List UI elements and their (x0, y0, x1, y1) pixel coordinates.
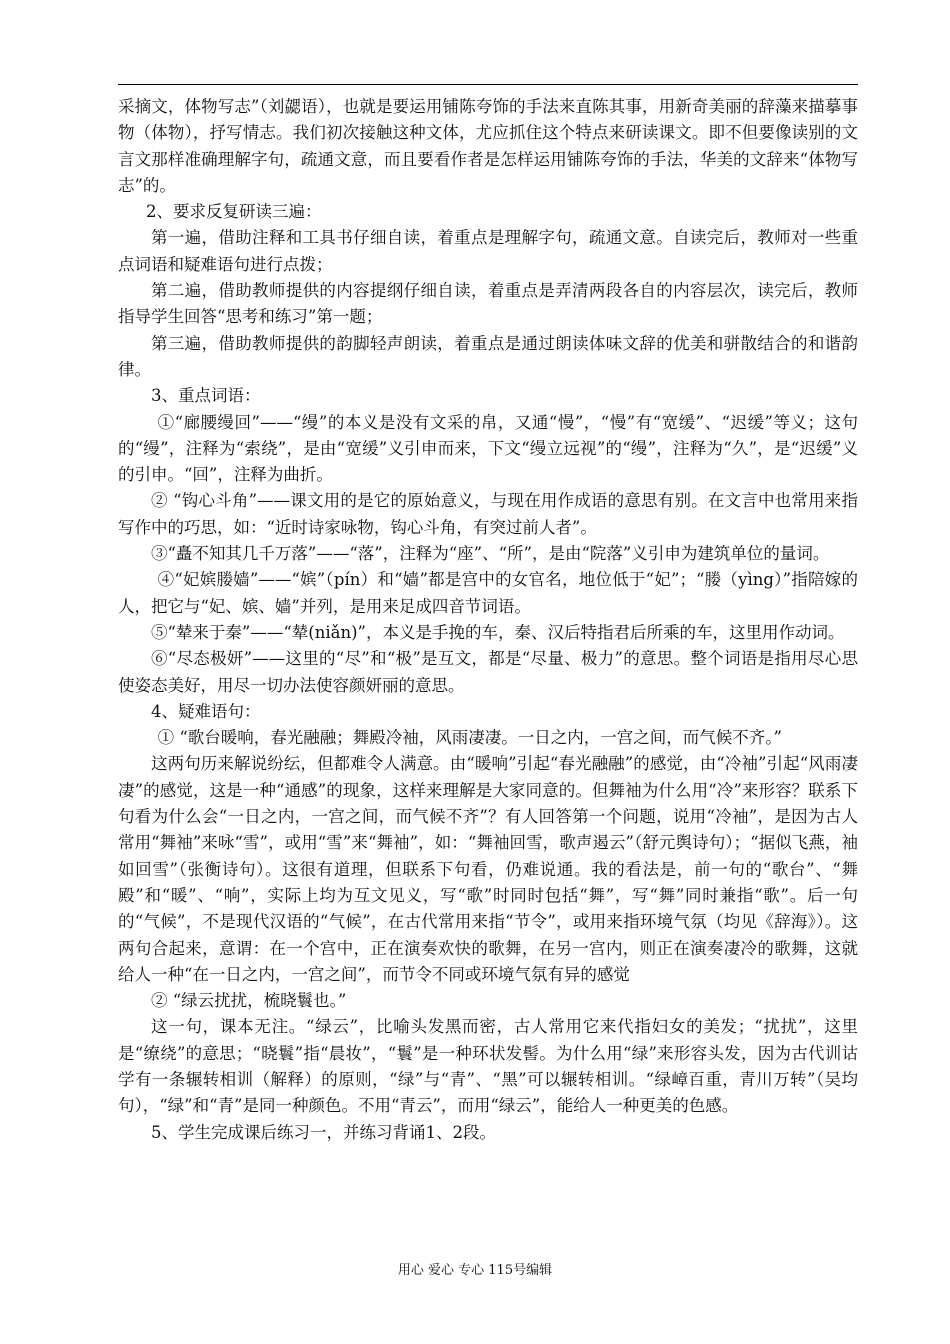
key-word-item-6: ⑥“尽态极妍”——这里的“尽”和“极”是互文，都是“尽量、极力”的意思。整个词语是指用尽心思使姿态美好，用尽一切办法使容颜妍丽的意思。 (118, 649, 858, 695)
paragraph-intro-continued: 采摘文，体物写志”（刘勰语），也就是要运用铺陈夸饰的手法来直陈其事，用新奇美丽的辞藻来描摹事物（体物），抒写情志。我们初次接触这种文体，尤应抓住这个特点来研读课文。即不但要像读别的文言文那样准确理解字句，疏通文意，而且要看作者是怎样运用铺陈夸饰的手法，华美的文辞来“体物写志”的。 (118, 97, 858, 195)
difficult-sentence-2: ② “绿云扰扰，梳晓鬟也。” (151, 991, 347, 1011)
header-rule (118, 84, 858, 85)
page-footer: 用心 爱心 专心 115号编辑 (397, 1263, 553, 1278)
paragraph-first-reading: 第一遍，借助注释和工具书仔细自读，着重点是理解字句，疏通文意。自读完后，教师对一些重点词语和疑难语句进行点拨； (118, 228, 858, 274)
heading-key-words: 3、重点词语： (151, 386, 261, 406)
key-word-item-5: ⑤“辇来于秦”——“辇(niǎn)”，本义是手挽的车，秦、汉后特指君后所乘的车，这里用作动词。 (151, 622, 845, 642)
key-word-item-4: ④“妃嫔媵嫱”——“嫔”（pín）和“嫱”都是宫中的女官名，地位低于“妃”；“媵（yìng）”指陪嫁的人，把它与“妃、嫔、嫱”并列，是用来足成四音节词语。 (118, 570, 858, 616)
key-word-item-1: ①“廊腰缦回”——“缦”的本义是没有文采的帛，又通“慢”，“慢”有“宽缓”、“迟缓”等义；这句的“缦”，注释为“索绕”，是由“宽缓”义引申而来，下文“缦立远视”的“缦”，注释为“久”，是“迟缓”义的引申。“回”，注释为曲折。 (118, 412, 858, 485)
key-word-item-2: ② “钩心斗角”——课文用的是它的原始意义，与现在用作成语的意思有别。在文言中也常用来指写作中的巧思，如：“近时诗家咏物，钩心斗角，有突过前人者”。 (118, 491, 858, 537)
paragraph-exercise: 5、学生完成课后练习一，并练习背诵1、2段。 (151, 1122, 496, 1142)
heading-difficult-sentences: 4、疑难语句： (151, 701, 261, 721)
explanation-sentence-1: 这两句历来解说纷纭，但都难令人满意。由“暖响”引起“春光融融”的感觉，由“冷袖”引起“风雨凄凄”的感觉，这是一种“通感”的现象，这样来理解是大家同意的。但舞袖为什么用“冷”来形容？联系下句看为什么会“一日之内，一宫之间，而气候不齐”？有人回答第一个问题，说用“冷袖”，是因为古人常用“舞袖”来咏“雪”，或用“雪”来“舞袖”，如：“舞袖回雪，歌声遏云”（舒元舆诗句）；“据似飞燕，袖如回雪”（张衡诗句）。这很有道理，但联系下句看，仍难说通。我的看法是，前一句的“歌台”、“舞殿”和“暖”、“响”，实际上均为互文见义，写“歌”时同时包括“舞”，写“舞”同时兼指“歌”。后一句的“气候”，不是现代汉语的“气候”，在古代常用来指“节令”，或用来指环境气氛（均见《辞海》）。这两句合起来，意谓：在一个宫中，正在演奏欢快的歌舞，在另一宫内，则正在演奏凄冷的歌舞，这就给人一种“在一日之内，一宫之间”，而节令不同或环境气氛有异的感觉 (118, 754, 858, 984)
paragraph-second-reading: 第二遍，借助教师提供的内容提纲仔细自读，着重点是弄清两段各自的内容层次，读完后，教师指导学生回答“思考和练习”第一题； (118, 281, 858, 327)
paragraph-third-reading: 第三遍，借助教师提供的韵脚轻声朗读，着重点是通过朗读体味文辞的优美和骈散结合的和谐韵律。 (118, 333, 858, 379)
key-word-item-3: ③“矗不知其几千万落”——“落”，注释为“座”、“所”，是由“院落”义引申为建筑单位的量词。 (151, 544, 830, 564)
heading-read-three-times: 2、要求反复研读三遍： (146, 202, 322, 222)
document-body (118, 94, 858, 1146)
explanation-sentence-2: 这一句，课本无注。“绿云”，比喻头发黑而密，古人常用它来代指妇女的美发；“扰扰”，这里是“缭绕”的意思；“晓鬟”指“晨妆”，“鬟”是一种环状发髻。为什么用“绿”来形容头发，因为古代训诂学有一条辗转相训（解释）的原则，“绿”与“青”、“黑”可以辗转相训。“绿嶂百重，青川万转”（吴均句），“绿”和“青”是同一种颜色。不用“青云”，而用“绿云”，能给人一种更美的色感。 (118, 1017, 858, 1116)
difficult-sentence-1: ① “歌台暖响，春光融融；舞殿冷袖，风雨凄凄。一日之内，一宫之间，而气候不齐。” (157, 728, 782, 748)
